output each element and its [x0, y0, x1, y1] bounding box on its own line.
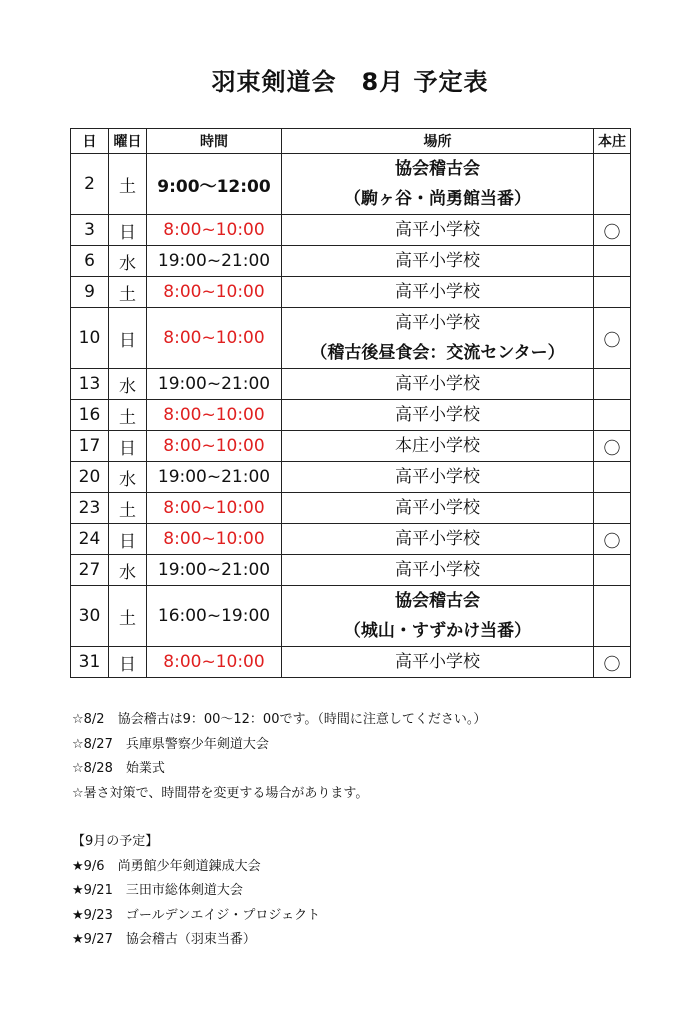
place-cell [282, 154, 594, 215]
honjo-cell [594, 369, 631, 400]
day-cell: 6 [71, 246, 109, 277]
table-row [71, 215, 631, 246]
place-line: 高平小学校 [395, 529, 480, 549]
day-cell: 2 [71, 154, 109, 215]
header-place: 場所 [282, 129, 594, 154]
place-line: 高平小学校 [395, 220, 480, 240]
honjo-cell [594, 246, 631, 277]
schedule-table [70, 128, 631, 678]
weekday-cell: 日 [109, 431, 147, 462]
honjo-cell: 〇 [594, 308, 631, 369]
table-row [71, 431, 631, 462]
time-cell: 8:00~10:00 [147, 277, 282, 308]
place-cell [282, 431, 594, 462]
honjo-cell [594, 586, 631, 647]
note-line: ☆8/27 兵庫県警察少年剣道大会 [72, 736, 269, 752]
weekday-cell: 日 [109, 647, 147, 678]
weekday-cell: 土 [109, 154, 147, 215]
table-row [71, 555, 631, 586]
honjo-cell [594, 462, 631, 493]
weekday-cell: 日 [109, 308, 147, 369]
day-cell: 24 [71, 524, 109, 555]
place-line: 高平小学校 [395, 405, 480, 425]
table-row [71, 586, 631, 647]
place-cell [282, 524, 594, 555]
time-cell: 9:00～12:00 [147, 154, 282, 215]
place-line: 高平小学校 [395, 652, 480, 672]
place-cell [282, 400, 594, 431]
september-item: ★9/27 協会稽古（羽束当番） [72, 932, 256, 947]
header-weekday: 曜日 [109, 129, 147, 154]
place-line: 協会稽古会 [395, 591, 480, 611]
day-cell: 13 [71, 369, 109, 400]
time-cell: 8:00~10:00 [147, 215, 282, 246]
day-cell: 16 [71, 400, 109, 431]
place-line: 高平小学校 [395, 282, 480, 302]
place-line: 高平小学校 [395, 374, 480, 394]
time-cell: 8:00~10:00 [147, 400, 282, 431]
time-cell: 8:00~10:00 [147, 524, 282, 555]
table-row [71, 369, 631, 400]
honjo-cell [594, 493, 631, 524]
day-cell: 31 [71, 647, 109, 678]
honjo-cell [594, 154, 631, 215]
honjo-cell [594, 277, 631, 308]
time-cell: 19:00~21:00 [147, 555, 282, 586]
note-line: ☆暑さ対策で、時間帯を変更する場合があります。 [72, 785, 369, 801]
place-cell [282, 647, 594, 678]
september-heading: 【9月の予定】 [72, 834, 159, 849]
table-header-row [71, 129, 631, 154]
weekday-cell: 土 [109, 277, 147, 308]
table-row [71, 524, 631, 555]
weekday-cell: 土 [109, 400, 147, 431]
place-line: 高平小学校 [395, 467, 480, 487]
september-item: ★9/23 ゴールデンエイジ・プロジェクト [72, 907, 321, 923]
day-cell: 3 [71, 215, 109, 246]
september-item: ★9/21 三田市総体剣道大会 [72, 883, 243, 898]
place-cell [282, 586, 594, 647]
table-row [71, 154, 631, 215]
place-cell [282, 308, 594, 369]
time-cell: 19:00~21:00 [147, 369, 282, 400]
place-cell [282, 555, 594, 586]
time-cell: 8:00~10:00 [147, 308, 282, 369]
honjo-cell: 〇 [594, 215, 631, 246]
place-line: （稽古後昼食会：交流センター） [310, 343, 565, 363]
honjo-cell: 〇 [594, 647, 631, 678]
weekday-cell: 水 [109, 462, 147, 493]
day-cell: 17 [71, 431, 109, 462]
place-cell [282, 246, 594, 277]
header-honjo: 本庄 [594, 129, 631, 154]
place-line: （城山・すずかけ当番） [343, 621, 532, 641]
weekday-cell: 日 [109, 524, 147, 555]
place-cell [282, 215, 594, 246]
weekday-cell: 土 [109, 493, 147, 524]
honjo-cell [594, 400, 631, 431]
day-cell: 10 [71, 308, 109, 369]
place-cell [282, 369, 594, 400]
place-line: 高平小学校 [395, 498, 480, 518]
table-row [71, 277, 631, 308]
place-line: （駒ヶ谷・尚勇館当番） [344, 189, 531, 209]
place-cell [282, 462, 594, 493]
weekday-cell: 水 [109, 555, 147, 586]
header-day: 日 [71, 129, 109, 154]
place-cell [282, 493, 594, 524]
time-cell: 16:00~19:00 [147, 586, 282, 647]
header-time: 時間 [147, 129, 282, 154]
note-line: ☆8/28 始業式 [72, 761, 165, 776]
day-cell: 20 [71, 462, 109, 493]
place-line: 本庄小学校 [395, 436, 480, 456]
day-cell: 9 [71, 277, 109, 308]
day-cell: 30 [71, 586, 109, 647]
page-title: 羽束剣道会 8月 予定表 [211, 68, 489, 96]
schedule-body [71, 154, 631, 678]
table-row [71, 308, 631, 369]
table-row [71, 462, 631, 493]
honjo-cell [594, 555, 631, 586]
table-row [71, 400, 631, 431]
place-cell [282, 277, 594, 308]
weekday-cell: 水 [109, 246, 147, 277]
day-cell: 27 [71, 555, 109, 586]
table-row [71, 493, 631, 524]
september-item: ★9/6 尚勇館少年剣道錬成大会 [72, 858, 261, 874]
place-line: 高平小学校 [395, 313, 480, 333]
time-cell: 8:00~10:00 [147, 493, 282, 524]
table-row [71, 246, 631, 277]
note-line: ☆8/2 協会稽古は9：00～12：00です。（時間に注意してください。） [72, 712, 487, 727]
table-row [71, 647, 631, 678]
weekday-cell: 土 [109, 586, 147, 647]
place-line: 高平小学校 [395, 251, 480, 271]
time-cell: 8:00~10:00 [147, 647, 282, 678]
time-cell: 19:00~21:00 [147, 246, 282, 277]
notes-section [72, 708, 672, 953]
honjo-cell: 〇 [594, 524, 631, 555]
place-line: 協会稽古会 [395, 159, 480, 179]
place-line: 高平小学校 [395, 560, 480, 580]
time-cell: 8:00~10:00 [147, 431, 282, 462]
weekday-cell: 水 [109, 369, 147, 400]
time-cell: 19:00~21:00 [147, 462, 282, 493]
honjo-cell: 〇 [594, 431, 631, 462]
day-cell: 23 [71, 493, 109, 524]
weekday-cell: 日 [109, 215, 147, 246]
